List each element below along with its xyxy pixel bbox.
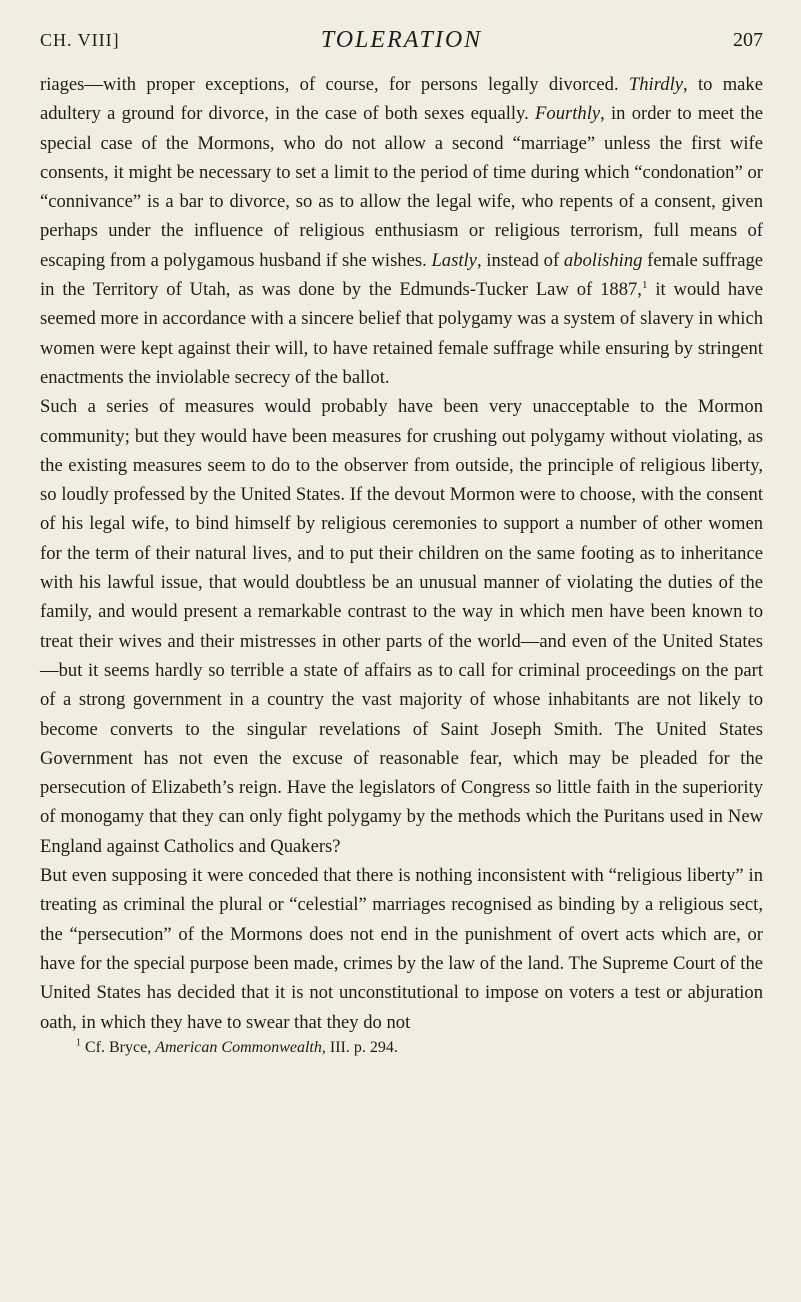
paragraph-2: Such a series of measures would probably have been very unacceptable to the Mormon community; but they would have been measures for crushing out polygamy without violating, as the existing measures seem to do to the observer from outside, the principle of religious liberty, so loudly professed by the United States. If the devout Mormon were to choose, with the consent of his legal wife, to bind himself by religious ceremonies to support a number of other women for the term of their natural lives, and to put their children on the same footing as to inheritance with his lawful issue, that would doubtless be an unusual manner of violating the duties of the family, and would present a remarkable contrast to the way in which men have been known to treat their wives and their mistresses in other parts of the world—and even of the United States—but it seems hardly so terrible a state of affairs as to call for criminal proceedings on the part of a strong government in a country the vast majority of whose inhabitants are not likely to become converts to the singular revelations of Saint Joseph Smith. The United States Government has not even the excuse of reasonable fear, which may be pleaded for the persecution of Elizabeth’s reign. Have the legislators of Congress so little faith in the superiority of monogamy that they can only fight polygamy by the methods which the Puritans used in New England against Catholics and Quakers? [40, 396, 763, 857]
chapter-label: CH. VIII] [40, 30, 120, 50]
body-text [40, 70, 763, 1037]
running-head [40, 22, 763, 58]
footnote-reference: 1 [641, 278, 648, 291]
paragraph-1-text-1: riages—with proper exceptions, of course, for persons legally divorced. [40, 74, 629, 95]
paragraph-1-text-6: it would have seemed more in accordance with a sincere belief that polygamy was a system of slavery in which women were kept against their will, to have retained female suffrage while ensuring by stringent enactments the inviolable secrecy of the ballot. [40, 279, 763, 388]
page-number: 207 [733, 29, 763, 51]
paragraph-3: But even supposing it were conceded that there is nothing inconsistent with “religious liberty” in treating as criminal the plural or “celestial” marriages recognised as binding by a religious sect, the “persecution” of the Mormons does not end in the punishment of overt acts which are, or have for the special purpose been made, crimes by the law of the land. The Supreme Court of the United States has decided that it is not unconstitutional to impose on voters a test or abjuration oath, in which they have to swear that they do not [40, 865, 763, 1033]
footnote-text-2: , III. p. 294. [321, 1038, 398, 1056]
footnote-text-1: Cf. Bryce, [81, 1038, 156, 1056]
paragraph-1-italic-thirdly: Thirdly [628, 74, 683, 95]
footnote-mark: 1 [76, 1037, 81, 1049]
paragraph-1-text-4: , instead of [476, 249, 564, 271]
paragraph-1-italic-fourthly: Fourthly [535, 103, 601, 125]
paragraph-1-text-3: , in order to meet the special case of the Mormons, who do not allow a second “marriage” unless the first wife consents, it might be necessary to set a limit to the period of time during which “condonation” or “connivance” is a bar to divorce, so as to allow the legal wife, who repents of a consent, given perhaps under the influence of religious enthusiasm or religious terrorism, full means of escaping from a polygamous husband if she wishes. [40, 103, 764, 271]
paragraph-1 [40, 70, 763, 392]
footnote [40, 1037, 763, 1059]
footnote-book-title: American Commonwealth [155, 1038, 322, 1056]
paragraph-1-text-5: female suffrage in the Territory of Utah, as was done by the Edmunds-Tucker Law of 1887, [40, 249, 764, 301]
paragraph-1-text-2: , to make adultery a ground for divorce, in the case of both sexes equally. [40, 74, 763, 125]
running-title: TOLERATION [320, 27, 483, 53]
paragraph-1-italic-lastly: Lastly [431, 249, 477, 271]
paragraph-1-italic-abolishing: abolishing [563, 249, 643, 271]
